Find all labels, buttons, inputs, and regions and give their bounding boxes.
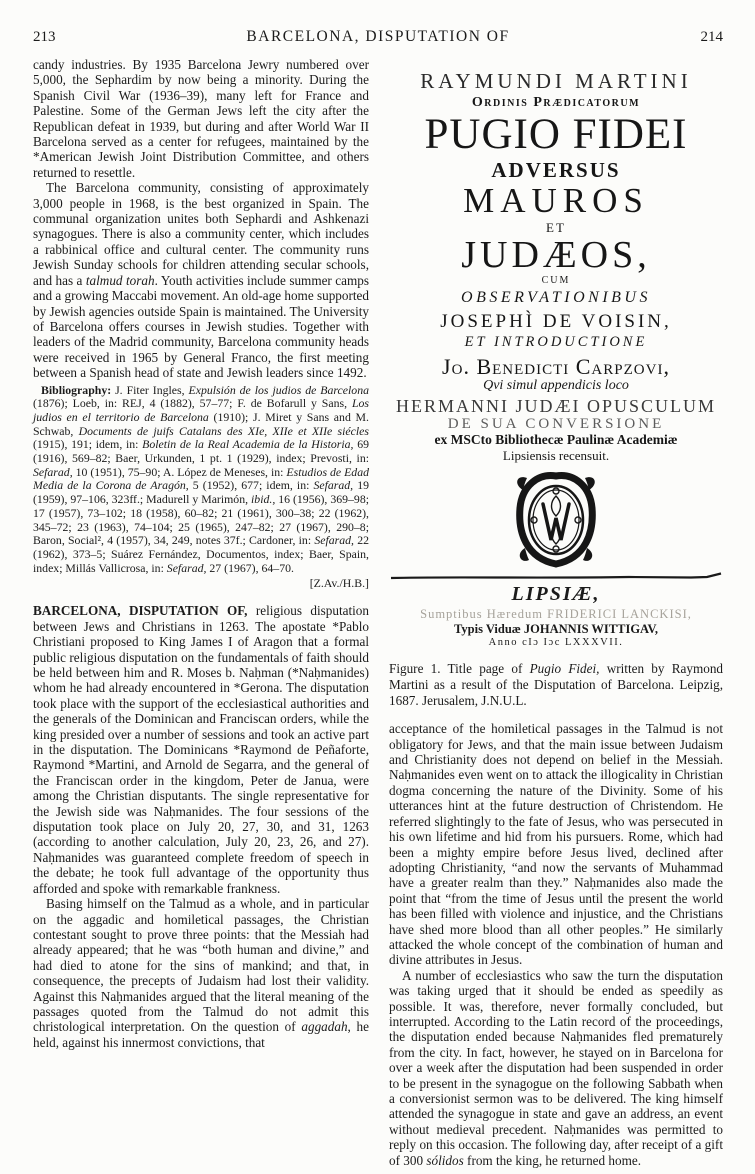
text-segment: 22 (1962), 373–5; Suárez Fernández, Documentos, index; Baer, Spain, index; Millás Vallicrosa, in: <box>33 533 370 575</box>
text-segment: talmud torah <box>85 272 155 288</box>
title-line-hermanni: HERMANNI JUDÆI OPUSCULUM <box>395 395 717 416</box>
imprint-rule <box>389 572 723 581</box>
text-segment: Documents de juifs Catalans des XIe, XIIe et XIIe siécles <box>78 423 369 438</box>
title-line-manuscript-note: ex MSCto Bibliothecæ Paulinæ Academiæ <box>434 431 678 447</box>
paragraph <box>33 57 369 180</box>
title-page-facsimile <box>389 69 723 648</box>
text-segment: Sefarad, <box>166 560 207 575</box>
text-segment: 69 (1916), 569–82; Baer, Urkunden, 1 pt. 1 (1929), index; Prevosti, in: <box>33 437 369 466</box>
title-line-de-voisin: JOSEPHÌ DE VOISIN, <box>440 310 672 332</box>
text-segment: Sefarad, <box>314 533 354 548</box>
text-segment: 19 (1959), 97–106, 323ff.; Madurell y Marimón, <box>33 478 369 507</box>
text-segment: 5 (1952), 677; idem, in: <box>188 478 314 493</box>
paragraph <box>33 180 369 380</box>
title-line-appendix-note: Qvi simul appendicis loco <box>483 377 629 393</box>
text-segment: from the king, he returned home. <box>463 1152 641 1168</box>
title-line-cum: CUM <box>541 274 571 286</box>
imprint-year: Anno cIɔ Iɔc LXXXVII. <box>488 636 624 648</box>
title-line-recensuit: Lipsiensis recensuit. <box>502 447 610 463</box>
page-number-left: 213 <box>33 29 56 45</box>
text-segment: (1876); Loeb, in: REJ, 4 (1882), 57–77; F. de Bofarull y Sans, <box>33 396 352 411</box>
text-segment: Estudios de Edad Media de la Corona de Aragón, <box>33 464 369 493</box>
figure-pugio-fidei <box>389 69 723 709</box>
paragraph <box>389 721 723 968</box>
text-segment: (1910); J. Miret y Sans and M. Schwab, <box>33 409 369 438</box>
page-number-right: 214 <box>700 29 723 45</box>
text-segment: Figure 1. Title page of <box>389 660 530 676</box>
text-segment: (1915), 191; idem, in: <box>33 437 143 452</box>
imprint-place: LIPSIÆ, <box>511 582 601 605</box>
title-line-judaeos: JUDÆOS, <box>461 233 651 276</box>
text-segment: sólidos <box>426 1152 464 1168</box>
text-segment: BARCELONA, DISPUTATION OF, <box>33 603 256 619</box>
title-line-adversus: ADVERSUS <box>491 158 621 182</box>
running-title: BARCELONA, DISPUTATION OF <box>246 28 510 45</box>
running-head <box>33 28 723 46</box>
title-line-carpzovi: Jo. Benedicti Carpzovi, <box>442 353 670 379</box>
text-segment: A number of ecclesiastics who saw the turn the disputation was taking urged that it should be ended as speedily as possible. It was, therefore, never formally concluded, but interrupted. According to the Latin record of the proceedings, the disputation ended because Naḥmanides fled prematurely from the city. In fact, however, he stayed on in Barcelona for over a week after the disputation had been suspended in order to be present in the synagogue on the following Sabbath when a conversionist sermon was to be delivered. The king himself attended the synagogue in state and gave an address, an event without medieval precedent. Naḥmanides was permitted to reply on this occasion. The following day, after receipt of a gift of 300 <box>389 967 723 1168</box>
text-segment: acceptance of the homiletical passages in the Talmud is not obligatory for Jews, and that the main issue between Judaism and Christianity does not depend on belief in the Messiah. Naḥmanides even went on to attack the illogicality in Christian dogma concerning the nature of the Divinity. Some of his utterances hint at the future destruction of Christendom. He referred slightingly to the fate of Jesus, who was persecuted in his own lifetime and hid from his pursuers. Rome, which had been a mighty empire before Jesus lived, declined after adopting Christianity, “and now the servants of Muhammad have a greater realm than they.” Naḥmanides also made the point that “from the time of Jesus until the present the world has been filled with violence and injustice, and the Christians have shed more blood than all other peoples.” He similarly attacked the whole concept of the combination of human and divine attributes in Jesus. <box>389 721 723 968</box>
text-segment: , he held, against his innermost convictions, that <box>33 1019 370 1050</box>
text-segment: Sefarad, <box>33 464 73 479</box>
text-segment: Pugio Fidei, <box>529 660 600 676</box>
title-line-main-title: PUGIO FIDEI <box>424 111 688 158</box>
text-segment: 27 (1967), 64–70. <box>206 560 294 575</box>
text-segment: 16 (1956), 369–98; 17 (1957), 73–102; 18 (1958), 60–82; 21 (1961), 300–38; 22 (1962), 345–72; 23 (1963), 74–104; 25 (1965), 247–82; 27 (1967), 290–8; Baron, Social², 4 (1957), 34, 249, notes 37f.; Cardoner, in: <box>33 492 369 548</box>
text-segment: religious disputation between Jews and Christians in 1263. The apostate *Pablo Christiani proposed to King James I of Aragon that a formal public religious disputation on the fundamentals of faith should be held between him and R. Moses b. Naḥman (*Naḥmanides) whom he had already encountered in *Gerona. The disputation took place with the support of the ecclesiastical authorities and the generals of the Dominican and Franciscan orders, while the king presided over a number of sessions and took an active part in the disputation. The Dominicans *Raymond de Peñaforte, Raymond *Martini, and Arnold de Segarra, and the general of the Franciscan order in the kingdom, Peter de Janua, were among the Christian disputants. The single representative for the Jewish side was Naḥmanides. The four sessions of the disputation took place on July 20, 27, 30, and 31, 1263 (according to another calculation, July 20, 23, 26, and 27). Naḥmanides was guaranteed complete freedom of speech in the debate; he took full advantage of the opportunity thus afforded and spoke with remarkable frankness. <box>33 603 369 896</box>
title-line-conversione: DE SUA CONVERSIONE <box>447 415 665 432</box>
printer-device-ornament-icon <box>389 470 723 570</box>
imprint-printer: Typis Viduæ JOHANNIS WITTIGAV, <box>453 621 659 636</box>
text-segment: The Barcelona community, consisting of approximately 3,000 people in 1968, is the best organized in Spain. The communal organization unites both Sephardi and Ashkenazi synagogues. There is also a community center, which includes a rabbinical office and cultural center. The community runs Jewish Sunday schools for children attending secular schools, and has a <box>33 180 369 288</box>
text-segment: ibid., <box>251 492 276 507</box>
imprint-publisher: Sumptibus Hæredum FRIDERICI LANCKISI, <box>420 606 692 621</box>
title-line-observationibus: OBSERVATIONIBUS <box>461 288 651 306</box>
title-line-et: ET <box>546 219 566 235</box>
paragraph <box>33 603 369 896</box>
title-line-mauros: MAUROS <box>463 181 649 220</box>
article-text-continued <box>389 721 723 1168</box>
title-line-author: RAYMUNDI MARTINI <box>420 69 692 93</box>
text-segment: 10 (1951), 75–90; A. López de Meneses, in: <box>72 464 287 479</box>
text-segment: Expulsión de los judios de Barcelona <box>188 382 370 397</box>
entry-barcelona-disputation <box>33 603 369 1050</box>
right-column <box>389 57 723 1168</box>
figure-caption <box>389 661 723 710</box>
left-column <box>33 57 369 1050</box>
title-line-introductione: ET INTRODUCTIONE <box>464 333 648 350</box>
bibliography <box>33 384 369 576</box>
text-segment: written by Raymond Martini as a result of the Disputation of Barcelona. Leipzig, 1687. Jerusalem, J.N.U.L. <box>389 660 724 709</box>
author-signature: [Z.Av./H.B.] <box>309 576 369 591</box>
text-segment: Basing himself on the Talmud as a whole, and in particular on the aggadic and homiletical passages, the Christian contestant sought to prove three points: that the Messiah had already appeared; that he was “both human and divine,” and had died to atone for the sins of mankind; and that, in consequence, the precepts of Judaism had lost their validity. Against this Naḥmanides argued that the literal meaning of the passages quoted from the Talmud do not admit this christological interpretation. On the question of <box>33 896 369 1035</box>
text-segment: Los judios en el territorio de Barcelona <box>33 396 369 424</box>
text-segment: Bibliography: <box>41 382 116 397</box>
text-segment: Boletin de la Real Academia de la Historia, <box>142 437 354 452</box>
text-segment: Sefarad, <box>313 478 354 493</box>
text-segment: . Youth activities include summer camps and a growing Maccabi movement. An old-age home supported by Jewish agencies outside Spain is maintained. The University of Barcelona offers courses in Jewish studies. Together with leaders of the Madrid community, Barcelona community heads were received in 1965 by General Franco, the first meeting between a Spanish head of state and Jewish leaders since 1492. <box>33 272 369 381</box>
paragraph <box>389 968 723 1168</box>
paragraph <box>33 896 369 1050</box>
title-line-order: Ordinis Prædicatorum <box>471 95 641 110</box>
article-text-barcelona <box>33 57 369 381</box>
text-segment: aggadah <box>301 1019 348 1035</box>
text-segment: J. Fiter Ingles, <box>115 382 189 397</box>
text-segment: candy industries. By 1935 Barcelona Jewry numbered over 5,000, the Sephardim by now being a minority. During the Spanish Civil War (1936–39), many left for France and Palestine. Some of the German Jews left the city after the Republican defeat in 1939, but during and after World War II Barcelona served as a center for refugees, maintained by the *American Jewish Joint Distribution Committee, and others returned to resettle. <box>33 57 369 180</box>
